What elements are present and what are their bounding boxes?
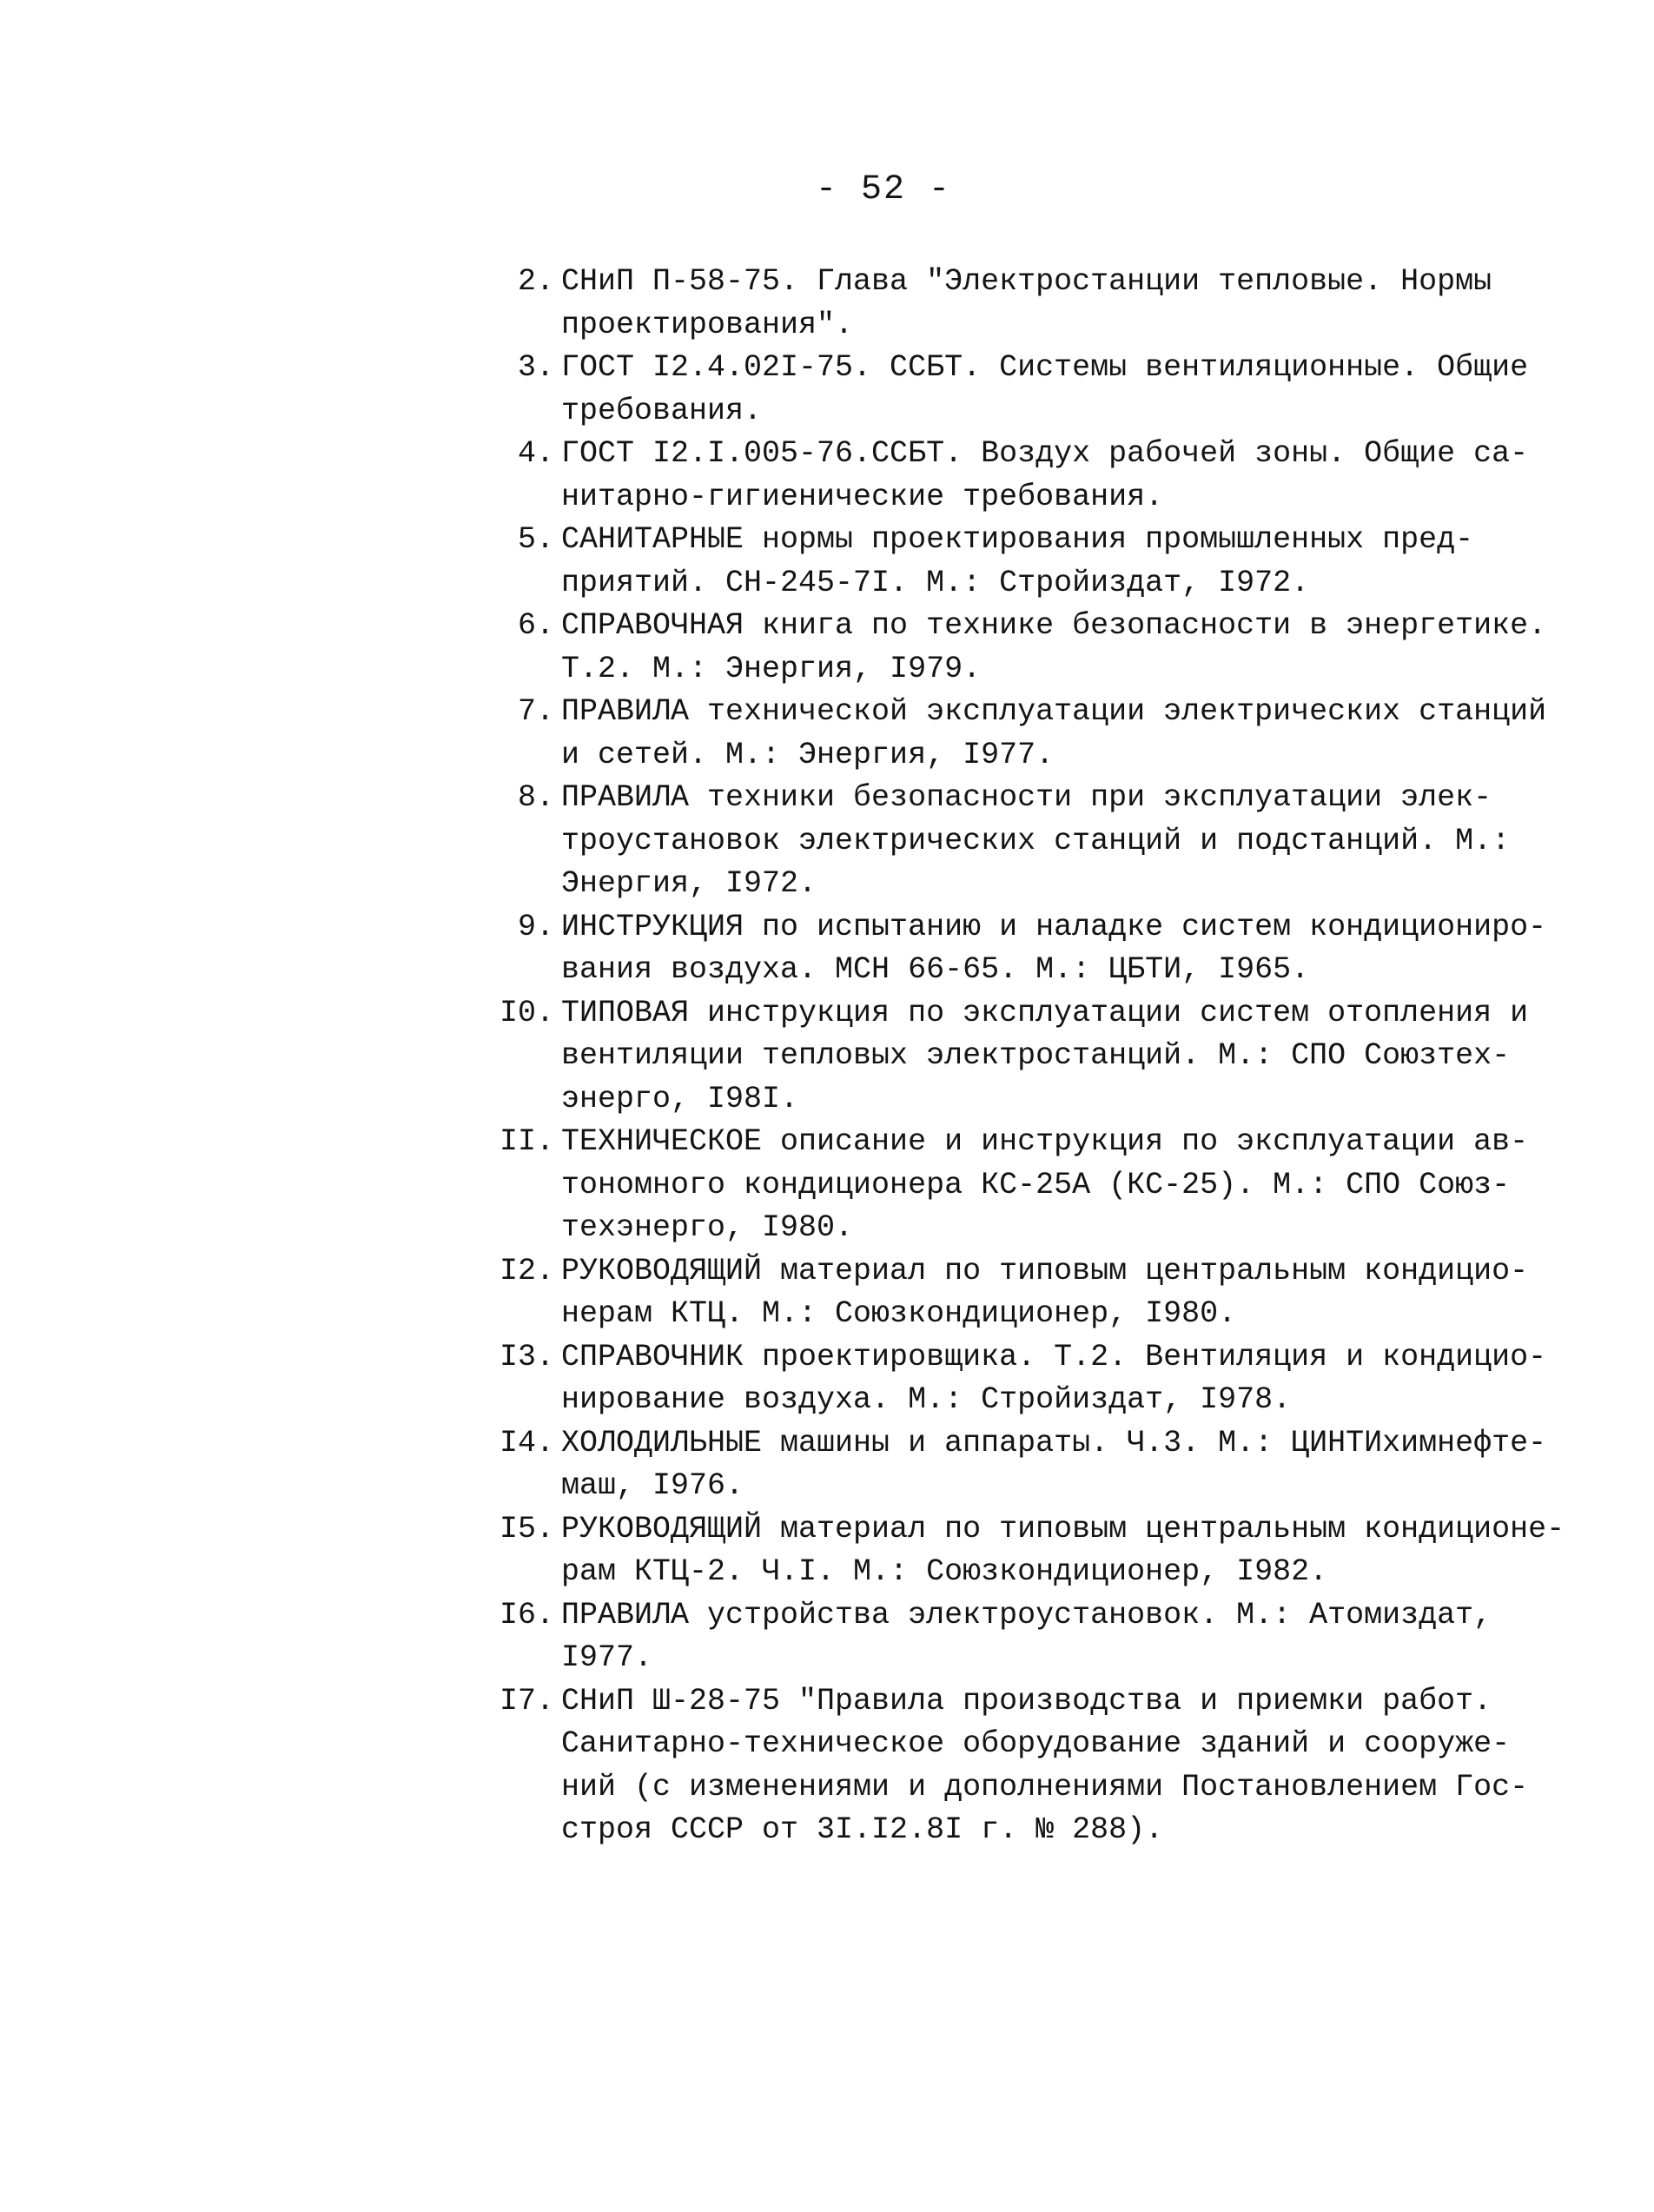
reference-text-line: ИНСТРУКЦИЯ по испытанию и наладке систем кондициониро- xyxy=(561,909,1547,944)
reference-text xyxy=(561,1250,1546,1336)
reference-number: I5. xyxy=(499,1511,554,1546)
reference-number: II. xyxy=(499,1124,554,1159)
reference-text xyxy=(561,261,1546,347)
reference-text-line: СПРАВОЧНАЯ книга по технике безопасности в энергетике. xyxy=(561,608,1547,643)
reference-text-line: приятий. СН-245-7I. М.: Стройиздат, I972. xyxy=(561,565,1310,600)
reference-text-line: РУКОВОДЯЩИЙ материал по типовым центральным кондиционе- xyxy=(561,1511,1565,1546)
reference-item xyxy=(469,1594,1546,1680)
reference-number: I3. xyxy=(499,1339,554,1374)
reference-item xyxy=(469,1121,1546,1250)
reference-text-line: вентиляции тепловых электростанций. М.: СПО Союзтех- xyxy=(561,1038,1511,1073)
reference-number: 4. xyxy=(517,436,554,471)
reference-text-line: маш, I976. xyxy=(561,1468,744,1503)
reference-number: I4. xyxy=(499,1425,554,1460)
reference-number: 5. xyxy=(517,522,554,557)
reference-number: 9. xyxy=(517,909,554,944)
reference-number: 8. xyxy=(517,780,554,815)
reference-text xyxy=(561,1422,1546,1508)
reference-text-line: СПРАВОЧНИК проектировщика. Т.2. Вентиляция и кондицио- xyxy=(561,1339,1547,1374)
reference-text-line: строя СССР от 3I.I2.8I г. № 288). xyxy=(561,1812,1164,1847)
reference-item xyxy=(469,1422,1546,1508)
reference-item xyxy=(469,433,1546,519)
reference-text-line: нерам КТЦ. М.: Союзкондиционер, I980. xyxy=(561,1296,1237,1331)
reference-number: I0. xyxy=(499,995,554,1030)
reference-number: 6. xyxy=(517,608,554,643)
reference-text-line: ХОЛОДИЛЬНЫЕ машины и аппараты. Ч.3. М.: ЦИНТИхимнефте- xyxy=(561,1425,1547,1460)
reference-text-line: нирование воздуха. М.: Стройиздат, I978. xyxy=(561,1382,1292,1417)
reference-text xyxy=(561,1680,1546,1852)
reference-text-line: Т.2. М.: Энергия, I979. xyxy=(561,651,982,686)
reference-text xyxy=(561,347,1546,433)
reference-text xyxy=(561,433,1546,519)
reference-item xyxy=(469,777,1546,906)
reference-number: I6. xyxy=(499,1597,554,1633)
reference-text-line: энерго, I98I. xyxy=(561,1081,799,1116)
reference-text-line: вания воздуха. МСН 66-65. М.: ЦБТИ, I965. xyxy=(561,952,1310,987)
reference-number: I2. xyxy=(499,1253,554,1288)
reference-text xyxy=(561,1336,1546,1422)
reference-number: 3. xyxy=(517,350,554,385)
reference-item xyxy=(469,1680,1546,1852)
reference-text-line: рам КТЦ-2. Ч.I. М.: Союзкондиционер, I982. xyxy=(561,1554,1328,1589)
reference-text-line: Энергия, I972. xyxy=(561,866,817,901)
reference-text-line: требования. xyxy=(561,393,763,428)
reference-text-line: I977. xyxy=(561,1640,653,1675)
reference-text-line: ний (с изменениями и дополнениями Постановлением Гос- xyxy=(561,1769,1529,1805)
page-number: - 52 - xyxy=(815,170,952,209)
reference-number: 2. xyxy=(517,264,554,299)
reference-item xyxy=(469,519,1546,605)
reference-text-line: СНиП Ш-28-75 "Правила производства и приемки работ. xyxy=(561,1683,1492,1719)
reference-text-line: САНИТАРНЫЕ нормы проектирования промышленных пред- xyxy=(561,522,1474,557)
reference-text xyxy=(561,992,1546,1122)
reference-item xyxy=(469,691,1546,777)
reference-text-line: Санитарно-техническое оборудование зданий и сооруже- xyxy=(561,1726,1511,1761)
reference-text xyxy=(561,1508,1565,1594)
reference-number: I7. xyxy=(499,1683,554,1719)
reference-text-line: ГОСТ I2.4.02I-75. ССБТ. Системы вентиляционные. Общие xyxy=(561,350,1529,385)
reference-text xyxy=(561,906,1546,992)
reference-text xyxy=(561,1594,1546,1680)
reference-item xyxy=(469,605,1546,691)
reference-text xyxy=(561,605,1546,691)
reference-text-line: троустановок электрических станций и подстанций. М.: xyxy=(561,823,1511,858)
reference-text xyxy=(561,777,1546,906)
reference-item xyxy=(469,261,1546,347)
reference-text-line: ПРАВИЛА технической эксплуатации электрических станций xyxy=(561,694,1547,729)
reference-item xyxy=(469,1336,1546,1422)
reference-item xyxy=(469,1508,1565,1594)
reference-text-line: ТИПОВАЯ инструкция по эксплуатации систем отопления и xyxy=(561,995,1529,1030)
reference-text-line: нитарно-гигиенические требования. xyxy=(561,479,1164,514)
reference-text-line: проектирования". xyxy=(561,307,854,342)
reference-text-line: ПРАВИЛА техники безопасности при эксплуатации элек- xyxy=(561,780,1492,815)
reference-text xyxy=(561,1121,1546,1250)
reference-text xyxy=(561,519,1546,605)
reference-text-line: РУКОВОДЯЩИЙ материал по типовым центральным кондицио- xyxy=(561,1253,1529,1288)
reference-item xyxy=(469,906,1546,992)
reference-item xyxy=(469,1250,1546,1336)
reference-number: 7. xyxy=(517,694,554,729)
reference-text-line: ПРАВИЛА устройства электроустановок. М.: Атомиздат, xyxy=(561,1597,1492,1633)
reference-item xyxy=(469,992,1546,1122)
reference-text-line: тономного кондиционера КС-25А (КС-25). М.: СПО Союз- xyxy=(561,1167,1511,1202)
reference-item xyxy=(469,347,1546,433)
reference-text-line: СНиП П-58-75. Глава "Электростанции тепловые. Нормы xyxy=(561,264,1492,299)
reference-text xyxy=(561,691,1546,777)
reference-text-line: и сетей. М.: Энергия, I977. xyxy=(561,737,1055,772)
reference-text-line: ГОСТ I2.I.005-76.ССБТ. Воздух рабочей зоны. Общие са- xyxy=(561,436,1529,471)
reference-list xyxy=(469,261,1565,1852)
reference-text-line: ТЕХНИЧЕСКОЕ описание и инструкция по эксплуатации ав- xyxy=(561,1124,1529,1159)
reference-text-line: техэнерго, I980. xyxy=(561,1210,854,1245)
